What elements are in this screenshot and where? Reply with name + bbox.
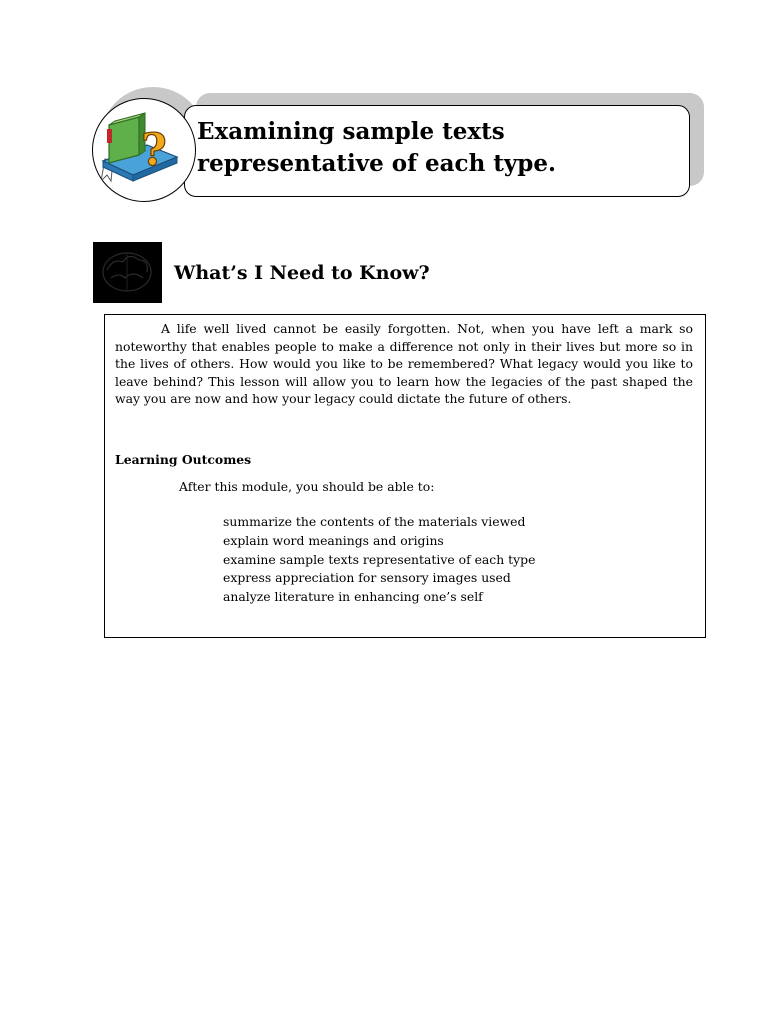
outcome-item: examine sample texts representative of each type bbox=[223, 551, 536, 567]
learning-outcomes-list bbox=[223, 513, 535, 607]
section-heading: What’s I Need to Know? bbox=[174, 262, 430, 284]
brain-icon bbox=[93, 242, 162, 303]
page-title-line-1: Examining sample texts bbox=[197, 118, 505, 145]
learning-outcomes-heading: Learning Outcomes bbox=[115, 452, 252, 467]
learning-outcomes-intro: After this module, you should be able to: bbox=[179, 479, 435, 494]
svg-text:?: ? bbox=[141, 125, 167, 176]
outcome-item: summarize the contents of the materials viewed bbox=[223, 514, 526, 529]
outcome-item: explain word meanings and origins bbox=[223, 532, 444, 548]
intro-paragraph: A life well lived cannot be easily forgotten. Not, when you have left a mark so noteworthy that enables people to make a difference not only in their lives but more so in the lives of others. How would you like to be remembered? What legacy would you like to leave behind? This lesson will allow you to learn how the legacies of the past shaped the way you are now and how your legacy could dictate the future of others. bbox=[115, 321, 693, 407]
outcome-item: express appreciation for sensory images used bbox=[223, 570, 511, 586]
page-title-line-2: representative of each type. bbox=[197, 150, 557, 177]
content-box bbox=[104, 314, 706, 638]
outcome-item: analyze literature in enhancing one’s self bbox=[223, 589, 483, 605]
book-question-icon bbox=[92, 98, 196, 202]
title-banner bbox=[184, 105, 690, 197]
page-title bbox=[197, 116, 677, 180]
